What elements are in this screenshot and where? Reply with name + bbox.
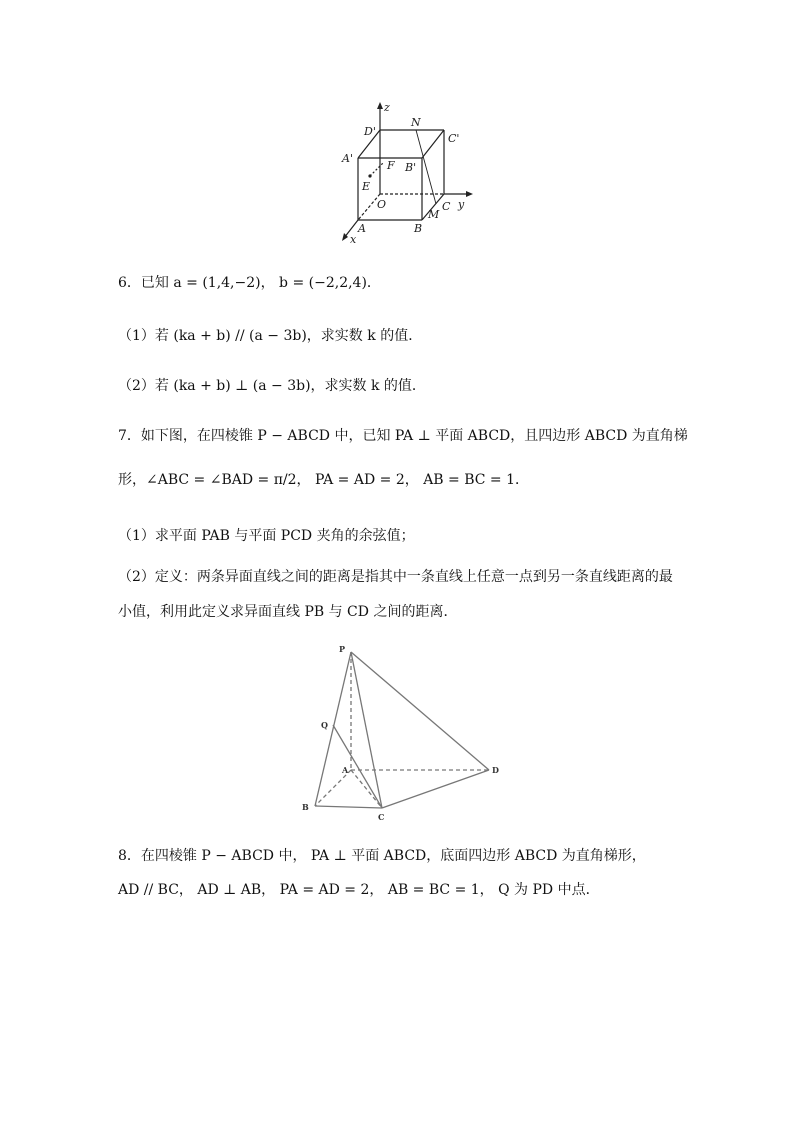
label-d2: D — [492, 765, 499, 775]
label-e: E — [362, 180, 371, 193]
label-y: y — [458, 198, 465, 211]
label-a: A — [358, 222, 366, 235]
q6-line-3: （2）若 (ka + b) ⊥ (a − 3b)，求实数 k 的值． — [118, 378, 426, 394]
q6-line-1: 6．已知 a = (1,4,−2)， b = (−2,2,4)． — [118, 275, 381, 291]
label-b-prime: B' — [405, 161, 417, 174]
label-a2: A — [342, 765, 349, 775]
label-x: x — [350, 233, 357, 246]
label-n: N — [411, 116, 421, 129]
q7-line-4: （2）定义：两条异面直线之间的距离是指其中一条直线上任意一点到另一条直线距离的最 — [118, 569, 673, 585]
label-p: P — [339, 644, 346, 654]
pyramid-figure — [295, 640, 510, 820]
label-d-prime: D' — [364, 125, 376, 138]
q7-line-2: 形，∠ABC = ∠BAD = π/2， PA = AD = 2， AB = BC = 1． — [118, 472, 530, 488]
q7-line-3: （1）求平面 PAB 与平面 PCD 夹角的余弦值； — [118, 528, 415, 544]
label-m: M — [428, 208, 440, 221]
label-c-prime: C' — [448, 132, 460, 145]
q8-line-1: 8．在四棱锥 P − ABCD 中， PA ⊥ 平面 ABCD，底面四边形 ABCD 为直角梯形， — [118, 848, 646, 864]
label-c: C — [442, 200, 451, 213]
label-b2: B — [302, 802, 309, 812]
q8-line-2: AD // BC， AD ⊥ AB， PA = AD = 2， AB = BC = 1， Q 为 PD 中点． — [118, 882, 600, 898]
label-z: z — [384, 101, 390, 114]
label-q: Q — [321, 720, 328, 730]
q7-line-1: 7．如下图，在四棱锥 P − ABCD 中，已知 PA ⊥ 平面 ABCD，且四边形 ABCD 为直角梯 — [118, 428, 688, 444]
q7-line-5: 小值，利用此定义求异面直线 PB 与 CD 之间的距离． — [118, 604, 458, 620]
label-b: B — [414, 222, 423, 235]
label-c2: C — [378, 812, 385, 820]
cube-figure — [330, 100, 480, 250]
label-a-prime: A' — [342, 152, 353, 165]
label-f: F — [387, 159, 395, 172]
q6-line-2: （1）若 (ka + b) // (a − 3b)，求实数 k 的值． — [118, 328, 423, 344]
label-o: O — [377, 198, 387, 211]
